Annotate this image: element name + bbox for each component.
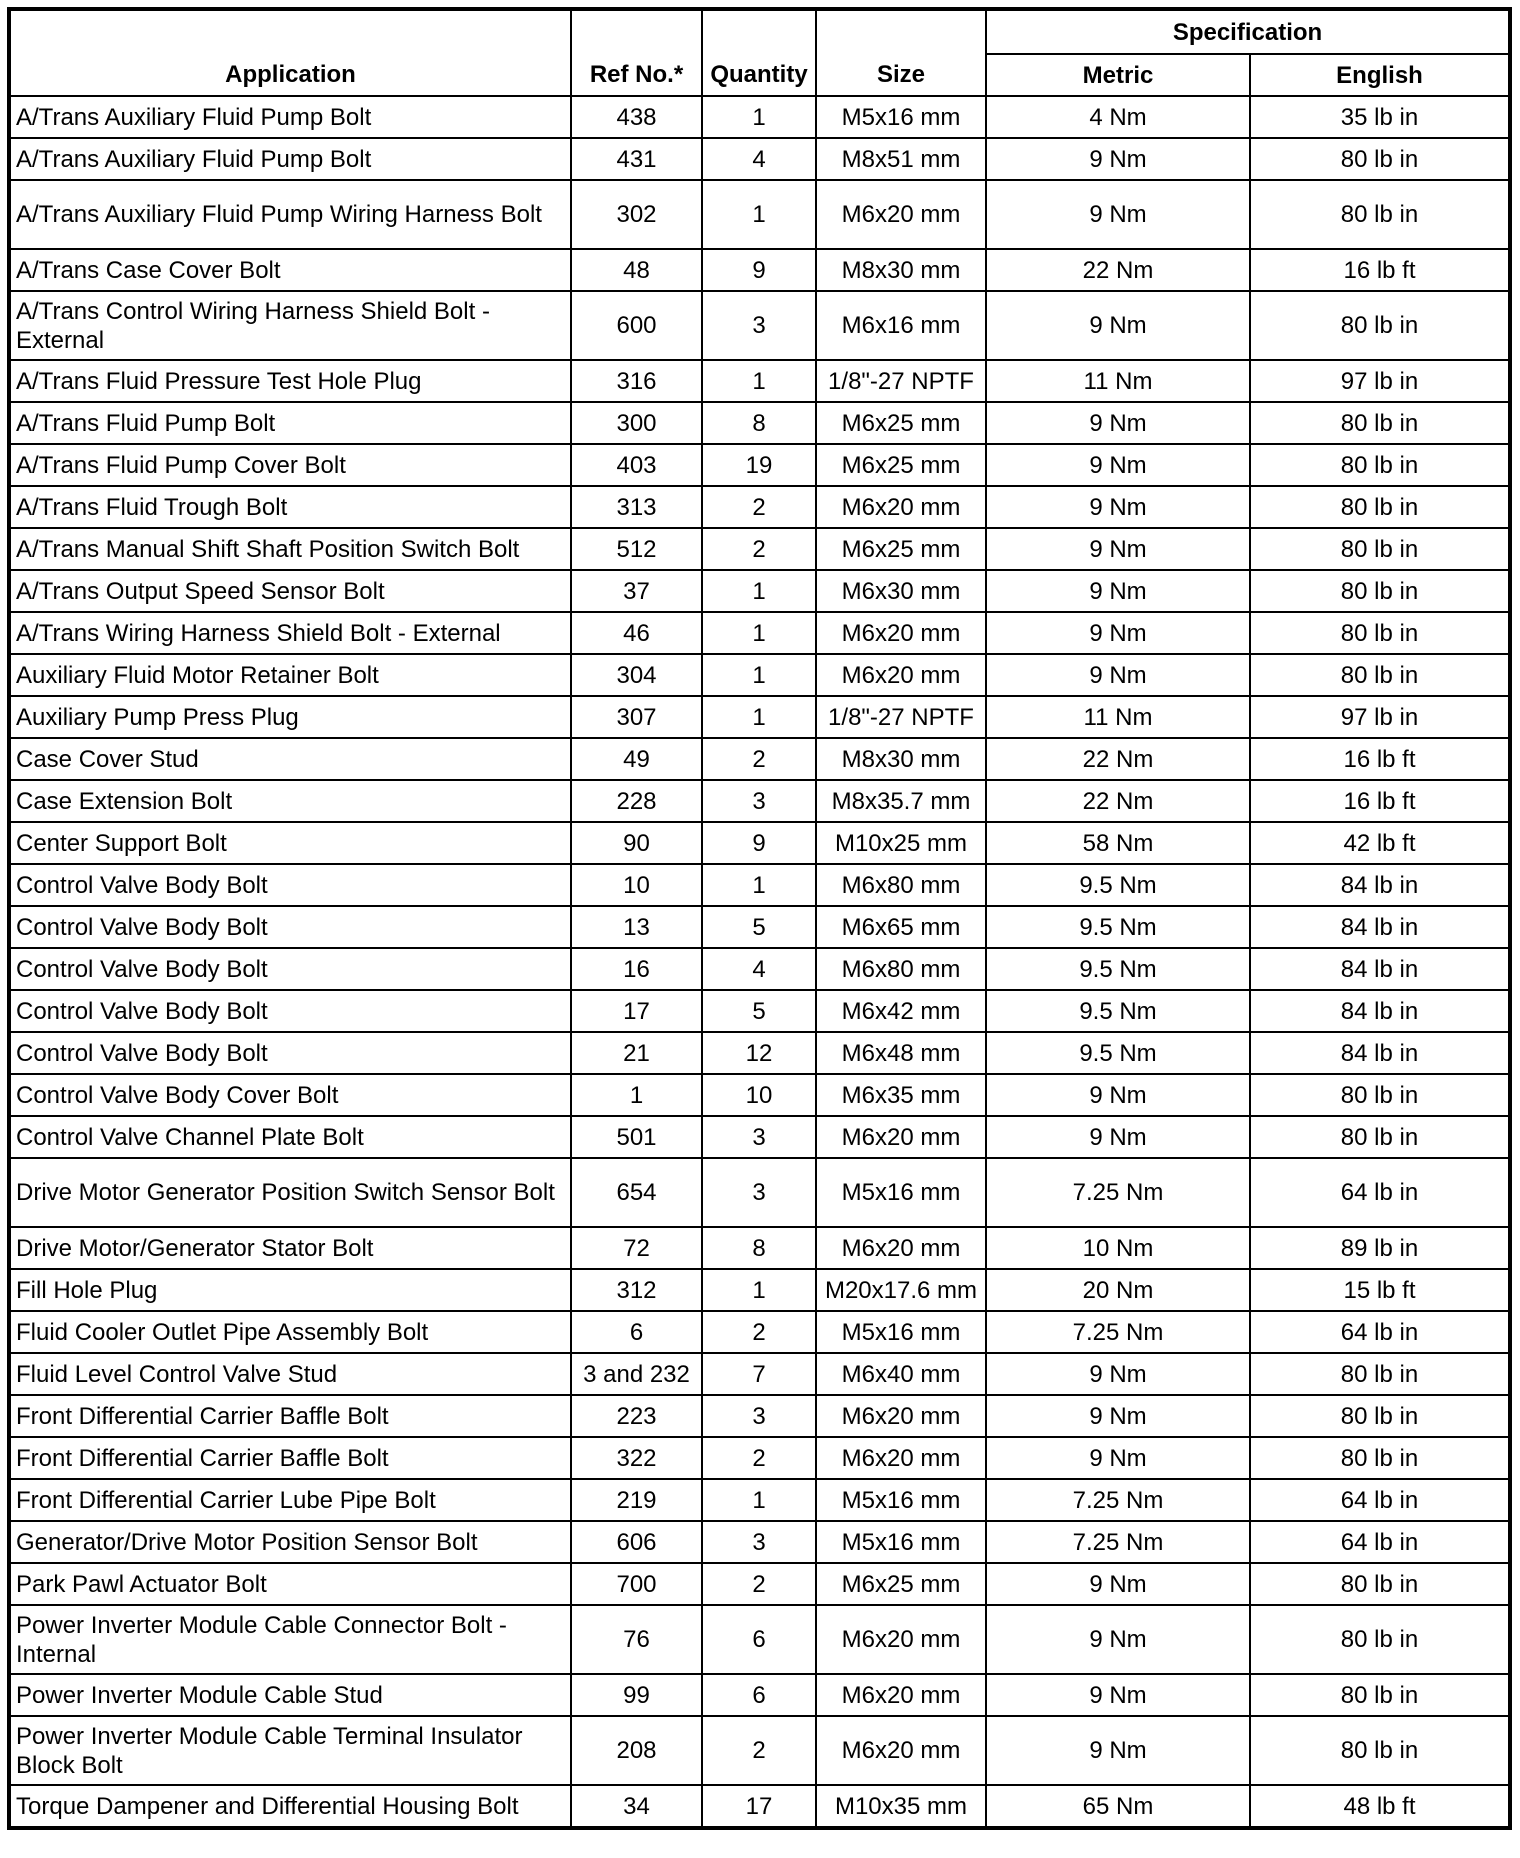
cell-english: 80 lb in bbox=[1250, 1116, 1510, 1158]
cell-english: 80 lb in bbox=[1250, 1563, 1510, 1605]
cell-english: 80 lb in bbox=[1250, 486, 1510, 528]
table-row bbox=[9, 696, 1510, 738]
cell-ref-no: 17 bbox=[571, 990, 702, 1032]
cell-english: 16 lb ft bbox=[1250, 738, 1510, 780]
cell-ref-no: 76 bbox=[571, 1605, 702, 1674]
cell-quantity: 6 bbox=[702, 1674, 816, 1716]
cell-size: M6x20 mm bbox=[816, 1605, 986, 1674]
cell-metric: 9 Nm bbox=[986, 528, 1250, 570]
cell-metric: 9 Nm bbox=[986, 570, 1250, 612]
cell-size: M6x25 mm bbox=[816, 402, 986, 444]
cell-size: M10x35 mm bbox=[816, 1785, 986, 1828]
cell-ref-no: 21 bbox=[571, 1032, 702, 1074]
cell-size: M6x40 mm bbox=[816, 1353, 986, 1395]
cell-quantity: 12 bbox=[702, 1032, 816, 1074]
cell-metric: 58 Nm bbox=[986, 822, 1250, 864]
header-application: Application bbox=[9, 9, 571, 96]
cell-english: 80 lb in bbox=[1250, 180, 1510, 249]
cell-metric: 9 Nm bbox=[986, 1116, 1250, 1158]
cell-metric: 7.25 Nm bbox=[986, 1311, 1250, 1353]
cell-metric: 65 Nm bbox=[986, 1785, 1250, 1828]
cell-ref-no: 1 bbox=[571, 1074, 702, 1116]
cell-english: 64 lb in bbox=[1250, 1158, 1510, 1227]
cell-english: 80 lb in bbox=[1250, 1074, 1510, 1116]
cell-quantity: 3 bbox=[702, 1116, 816, 1158]
header-size: Size bbox=[816, 9, 986, 96]
cell-metric: 11 Nm bbox=[986, 360, 1250, 402]
cell-size: M8x30 mm bbox=[816, 738, 986, 780]
cell-ref-no: 302 bbox=[571, 180, 702, 249]
table-row bbox=[9, 1269, 1510, 1311]
cell-application: Drive Motor/Generator Stator Bolt bbox=[9, 1227, 571, 1269]
cell-quantity: 1 bbox=[702, 696, 816, 738]
cell-application: A/Trans Fluid Trough Bolt bbox=[9, 486, 571, 528]
table-row bbox=[9, 291, 1510, 360]
table-row bbox=[9, 1479, 1510, 1521]
cell-size: M6x20 mm bbox=[816, 654, 986, 696]
table-row bbox=[9, 1227, 1510, 1269]
cell-english: 35 lb in bbox=[1250, 96, 1510, 138]
table-row bbox=[9, 1785, 1510, 1828]
cell-size: M6x25 mm bbox=[816, 528, 986, 570]
cell-quantity: 10 bbox=[702, 1074, 816, 1116]
cell-application: Control Valve Body Bolt bbox=[9, 864, 571, 906]
cell-ref-no: 228 bbox=[571, 780, 702, 822]
cell-size: M20x17.6 mm bbox=[816, 1269, 986, 1311]
cell-size: M5x16 mm bbox=[816, 1158, 986, 1227]
cell-quantity: 3 bbox=[702, 1395, 816, 1437]
cell-ref-no: 512 bbox=[571, 528, 702, 570]
cell-application: Control Valve Body Bolt bbox=[9, 906, 571, 948]
cell-metric: 9 Nm bbox=[986, 1716, 1250, 1785]
cell-size: M6x48 mm bbox=[816, 1032, 986, 1074]
cell-ref-no: 313 bbox=[571, 486, 702, 528]
cell-quantity: 1 bbox=[702, 1479, 816, 1521]
cell-size: M6x25 mm bbox=[816, 444, 986, 486]
cell-metric: 20 Nm bbox=[986, 1269, 1250, 1311]
table-row bbox=[9, 570, 1510, 612]
cell-english: 97 lb in bbox=[1250, 360, 1510, 402]
cell-quantity: 1 bbox=[702, 654, 816, 696]
cell-english: 89 lb in bbox=[1250, 1227, 1510, 1269]
cell-application: Case Cover Stud bbox=[9, 738, 571, 780]
cell-application: Case Extension Bolt bbox=[9, 780, 571, 822]
cell-quantity: 4 bbox=[702, 948, 816, 990]
cell-application: A/Trans Auxiliary Fluid Pump Wiring Harness Bolt bbox=[9, 180, 571, 249]
table-row bbox=[9, 612, 1510, 654]
table-row bbox=[9, 948, 1510, 990]
cell-english: 16 lb ft bbox=[1250, 780, 1510, 822]
cell-metric: 9 Nm bbox=[986, 486, 1250, 528]
cell-application: Control Valve Body Cover Bolt bbox=[9, 1074, 571, 1116]
cell-size: M6x20 mm bbox=[816, 1395, 986, 1437]
cell-size: M5x16 mm bbox=[816, 1479, 986, 1521]
cell-ref-no: 13 bbox=[571, 906, 702, 948]
cell-metric: 9.5 Nm bbox=[986, 906, 1250, 948]
cell-application: Front Differential Carrier Baffle Bolt bbox=[9, 1395, 571, 1437]
cell-ref-no: 6 bbox=[571, 1311, 702, 1353]
header-specification: Specification bbox=[986, 9, 1510, 54]
cell-size: M5x16 mm bbox=[816, 1311, 986, 1353]
cell-english: 64 lb in bbox=[1250, 1521, 1510, 1563]
cell-ref-no: 322 bbox=[571, 1437, 702, 1479]
header-english: English bbox=[1250, 54, 1510, 96]
cell-english: 48 lb ft bbox=[1250, 1785, 1510, 1828]
cell-quantity: 5 bbox=[702, 906, 816, 948]
cell-application: Generator/Drive Motor Position Sensor Bolt bbox=[9, 1521, 571, 1563]
cell-english: 80 lb in bbox=[1250, 570, 1510, 612]
cell-size: 1/8"-27 NPTF bbox=[816, 360, 986, 402]
cell-application: A/Trans Auxiliary Fluid Pump Bolt bbox=[9, 96, 571, 138]
cell-size: M6x20 mm bbox=[816, 486, 986, 528]
cell-size: M6x65 mm bbox=[816, 906, 986, 948]
cell-size: M6x20 mm bbox=[816, 1716, 986, 1785]
cell-ref-no: 600 bbox=[571, 291, 702, 360]
cell-quantity: 2 bbox=[702, 1716, 816, 1785]
table-row bbox=[9, 780, 1510, 822]
cell-size: M6x30 mm bbox=[816, 570, 986, 612]
cell-ref-no: 10 bbox=[571, 864, 702, 906]
cell-ref-no: 700 bbox=[571, 1563, 702, 1605]
table-row bbox=[9, 138, 1510, 180]
header-ref-no: Ref No.* bbox=[571, 9, 702, 96]
cell-size: M6x35 mm bbox=[816, 1074, 986, 1116]
table-row bbox=[9, 1674, 1510, 1716]
table-row bbox=[9, 1032, 1510, 1074]
table-row bbox=[9, 1311, 1510, 1353]
cell-english: 80 lb in bbox=[1250, 1395, 1510, 1437]
cell-metric: 9 Nm bbox=[986, 612, 1250, 654]
cell-quantity: 2 bbox=[702, 528, 816, 570]
cell-size: 1/8"-27 NPTF bbox=[816, 696, 986, 738]
cell-metric: 9 Nm bbox=[986, 1395, 1250, 1437]
cell-metric: 22 Nm bbox=[986, 738, 1250, 780]
cell-english: 84 lb in bbox=[1250, 1032, 1510, 1074]
cell-application: Park Pawl Actuator Bolt bbox=[9, 1563, 571, 1605]
table-row bbox=[9, 1395, 1510, 1437]
cell-english: 80 lb in bbox=[1250, 402, 1510, 444]
cell-application: Fluid Cooler Outlet Pipe Assembly Bolt bbox=[9, 1311, 571, 1353]
cell-metric: 9 Nm bbox=[986, 1074, 1250, 1116]
table-row bbox=[9, 1437, 1510, 1479]
table-row bbox=[9, 1116, 1510, 1158]
cell-size: M6x42 mm bbox=[816, 990, 986, 1032]
cell-english: 80 lb in bbox=[1250, 612, 1510, 654]
cell-size: M6x20 mm bbox=[816, 612, 986, 654]
cell-application: Auxiliary Pump Press Plug bbox=[9, 696, 571, 738]
cell-quantity: 2 bbox=[702, 1311, 816, 1353]
cell-metric: 9 Nm bbox=[986, 1353, 1250, 1395]
cell-metric: 9 Nm bbox=[986, 180, 1250, 249]
cell-metric: 9 Nm bbox=[986, 444, 1250, 486]
table-row bbox=[9, 1716, 1510, 1785]
cell-metric: 7.25 Nm bbox=[986, 1521, 1250, 1563]
cell-quantity: 1 bbox=[702, 1269, 816, 1311]
table-row bbox=[9, 864, 1510, 906]
table-row bbox=[9, 1521, 1510, 1563]
table-row bbox=[9, 360, 1510, 402]
cell-english: 80 lb in bbox=[1250, 528, 1510, 570]
cell-metric: 9 Nm bbox=[986, 291, 1250, 360]
cell-english: 84 lb in bbox=[1250, 864, 1510, 906]
cell-english: 80 lb in bbox=[1250, 1716, 1510, 1785]
cell-application: Control Valve Body Bolt bbox=[9, 1032, 571, 1074]
cell-size: M5x16 mm bbox=[816, 1521, 986, 1563]
cell-application: Torque Dampener and Differential Housing Bolt bbox=[9, 1785, 571, 1828]
cell-size: M10x25 mm bbox=[816, 822, 986, 864]
cell-metric: 9.5 Nm bbox=[986, 948, 1250, 990]
table-row bbox=[9, 1158, 1510, 1227]
cell-application: Fluid Level Control Valve Stud bbox=[9, 1353, 571, 1395]
cell-english: 64 lb in bbox=[1250, 1311, 1510, 1353]
cell-size: M6x80 mm bbox=[816, 948, 986, 990]
cell-ref-no: 34 bbox=[571, 1785, 702, 1828]
cell-application: Drive Motor Generator Position Switch Sensor Bolt bbox=[9, 1158, 571, 1227]
cell-size: M6x20 mm bbox=[816, 1116, 986, 1158]
cell-application: Power Inverter Module Cable Terminal Insulator Block Bolt bbox=[9, 1716, 571, 1785]
header-quantity: Quantity bbox=[702, 9, 816, 96]
cell-application: Auxiliary Fluid Motor Retainer Bolt bbox=[9, 654, 571, 696]
table-row bbox=[9, 822, 1510, 864]
table-row bbox=[9, 654, 1510, 696]
cell-application: A/Trans Fluid Pressure Test Hole Plug bbox=[9, 360, 571, 402]
cell-ref-no: 300 bbox=[571, 402, 702, 444]
cell-quantity: 2 bbox=[702, 738, 816, 780]
cell-quantity: 3 bbox=[702, 780, 816, 822]
cell-ref-no: 316 bbox=[571, 360, 702, 402]
table-row bbox=[9, 1074, 1510, 1116]
cell-ref-no: 654 bbox=[571, 1158, 702, 1227]
cell-metric: 9.5 Nm bbox=[986, 1032, 1250, 1074]
cell-metric: 7.25 Nm bbox=[986, 1158, 1250, 1227]
cell-ref-no: 312 bbox=[571, 1269, 702, 1311]
cell-metric: 9 Nm bbox=[986, 1437, 1250, 1479]
cell-application: Center Support Bolt bbox=[9, 822, 571, 864]
table-row bbox=[9, 402, 1510, 444]
cell-quantity: 9 bbox=[702, 822, 816, 864]
fastener-spec-table bbox=[7, 7, 1512, 1830]
cell-metric: 9 Nm bbox=[986, 654, 1250, 696]
cell-metric: 10 Nm bbox=[986, 1227, 1250, 1269]
cell-ref-no: 46 bbox=[571, 612, 702, 654]
table-row bbox=[9, 1563, 1510, 1605]
table-row bbox=[9, 444, 1510, 486]
table-row bbox=[9, 528, 1510, 570]
table-header bbox=[9, 9, 1510, 96]
cell-quantity: 6 bbox=[702, 1605, 816, 1674]
cell-application: Power Inverter Module Cable Stud bbox=[9, 1674, 571, 1716]
cell-ref-no: 307 bbox=[571, 696, 702, 738]
cell-ref-no: 3 and 232 bbox=[571, 1353, 702, 1395]
cell-application: A/Trans Auxiliary Fluid Pump Bolt bbox=[9, 138, 571, 180]
cell-english: 84 lb in bbox=[1250, 990, 1510, 1032]
cell-quantity: 17 bbox=[702, 1785, 816, 1828]
cell-quantity: 8 bbox=[702, 402, 816, 444]
cell-application: Front Differential Carrier Baffle Bolt bbox=[9, 1437, 571, 1479]
cell-metric: 9 Nm bbox=[986, 1563, 1250, 1605]
cell-quantity: 1 bbox=[702, 864, 816, 906]
cell-metric: 22 Nm bbox=[986, 780, 1250, 822]
table-row bbox=[9, 249, 1510, 291]
cell-quantity: 3 bbox=[702, 1158, 816, 1227]
table-row bbox=[9, 1353, 1510, 1395]
cell-quantity: 5 bbox=[702, 990, 816, 1032]
cell-size: M6x16 mm bbox=[816, 291, 986, 360]
cell-ref-no: 16 bbox=[571, 948, 702, 990]
cell-application: Power Inverter Module Cable Connector Bolt - Internal bbox=[9, 1605, 571, 1674]
cell-quantity: 7 bbox=[702, 1353, 816, 1395]
cell-size: M6x25 mm bbox=[816, 1563, 986, 1605]
cell-english: 80 lb in bbox=[1250, 138, 1510, 180]
cell-application: A/Trans Control Wiring Harness Shield Bolt - External bbox=[9, 291, 571, 360]
cell-english: 80 lb in bbox=[1250, 444, 1510, 486]
cell-size: M6x20 mm bbox=[816, 1674, 986, 1716]
cell-ref-no: 99 bbox=[571, 1674, 702, 1716]
cell-application: A/Trans Fluid Pump Bolt bbox=[9, 402, 571, 444]
cell-application: Control Valve Channel Plate Bolt bbox=[9, 1116, 571, 1158]
cell-quantity: 1 bbox=[702, 180, 816, 249]
cell-english: 84 lb in bbox=[1250, 948, 1510, 990]
cell-ref-no: 501 bbox=[571, 1116, 702, 1158]
cell-size: M6x20 mm bbox=[816, 1437, 986, 1479]
cell-quantity: 2 bbox=[702, 486, 816, 528]
cell-quantity: 19 bbox=[702, 444, 816, 486]
cell-english: 15 lb ft bbox=[1250, 1269, 1510, 1311]
header-metric: Metric bbox=[986, 54, 1250, 96]
cell-metric: 9 Nm bbox=[986, 1674, 1250, 1716]
cell-application: A/Trans Wiring Harness Shield Bolt - External bbox=[9, 612, 571, 654]
cell-application: Front Differential Carrier Lube Pipe Bolt bbox=[9, 1479, 571, 1521]
cell-ref-no: 48 bbox=[571, 249, 702, 291]
cell-metric: 9.5 Nm bbox=[986, 990, 1250, 1032]
cell-application: A/Trans Fluid Pump Cover Bolt bbox=[9, 444, 571, 486]
cell-metric: 9.5 Nm bbox=[986, 864, 1250, 906]
cell-size: M8x35.7 mm bbox=[816, 780, 986, 822]
cell-metric: 9 Nm bbox=[986, 1605, 1250, 1674]
cell-metric: 22 Nm bbox=[986, 249, 1250, 291]
cell-quantity: 1 bbox=[702, 612, 816, 654]
cell-size: M6x20 mm bbox=[816, 1227, 986, 1269]
cell-ref-no: 438 bbox=[571, 96, 702, 138]
cell-size: M8x51 mm bbox=[816, 138, 986, 180]
cell-metric: 4 Nm bbox=[986, 96, 1250, 138]
cell-ref-no: 72 bbox=[571, 1227, 702, 1269]
cell-quantity: 8 bbox=[702, 1227, 816, 1269]
cell-application: A/Trans Output Speed Sensor Bolt bbox=[9, 570, 571, 612]
cell-quantity: 3 bbox=[702, 1521, 816, 1563]
cell-english: 80 lb in bbox=[1250, 1605, 1510, 1674]
cell-quantity: 3 bbox=[702, 291, 816, 360]
cell-english: 97 lb in bbox=[1250, 696, 1510, 738]
cell-size: M6x80 mm bbox=[816, 864, 986, 906]
cell-ref-no: 219 bbox=[571, 1479, 702, 1521]
cell-ref-no: 37 bbox=[571, 570, 702, 612]
cell-metric: 11 Nm bbox=[986, 696, 1250, 738]
cell-ref-no: 223 bbox=[571, 1395, 702, 1437]
table-row bbox=[9, 180, 1510, 249]
table-row bbox=[9, 96, 1510, 138]
table-row bbox=[9, 990, 1510, 1032]
cell-metric: 7.25 Nm bbox=[986, 1479, 1250, 1521]
cell-quantity: 2 bbox=[702, 1437, 816, 1479]
cell-english: 42 lb ft bbox=[1250, 822, 1510, 864]
cell-size: M6x20 mm bbox=[816, 180, 986, 249]
cell-ref-no: 304 bbox=[571, 654, 702, 696]
cell-quantity: 9 bbox=[702, 249, 816, 291]
cell-ref-no: 49 bbox=[571, 738, 702, 780]
cell-english: 80 lb in bbox=[1250, 1353, 1510, 1395]
cell-english: 84 lb in bbox=[1250, 906, 1510, 948]
cell-quantity: 1 bbox=[702, 570, 816, 612]
table-row bbox=[9, 906, 1510, 948]
spec-table-container bbox=[7, 7, 1512, 1830]
cell-application: Control Valve Body Bolt bbox=[9, 948, 571, 990]
table-row bbox=[9, 486, 1510, 528]
cell-english: 80 lb in bbox=[1250, 654, 1510, 696]
cell-ref-no: 606 bbox=[571, 1521, 702, 1563]
cell-ref-no: 90 bbox=[571, 822, 702, 864]
cell-quantity: 2 bbox=[702, 1563, 816, 1605]
cell-size: M8x30 mm bbox=[816, 249, 986, 291]
cell-size: M5x16 mm bbox=[816, 96, 986, 138]
cell-quantity: 1 bbox=[702, 360, 816, 402]
cell-ref-no: 208 bbox=[571, 1716, 702, 1785]
cell-application: Control Valve Body Bolt bbox=[9, 990, 571, 1032]
table-body bbox=[9, 96, 1510, 1828]
cell-quantity: 4 bbox=[702, 138, 816, 180]
cell-metric: 9 Nm bbox=[986, 138, 1250, 180]
cell-metric: 9 Nm bbox=[986, 402, 1250, 444]
cell-english: 80 lb in bbox=[1250, 1674, 1510, 1716]
cell-application: A/Trans Manual Shift Shaft Position Switch Bolt bbox=[9, 528, 571, 570]
cell-quantity: 1 bbox=[702, 96, 816, 138]
cell-ref-no: 403 bbox=[571, 444, 702, 486]
cell-english: 16 lb ft bbox=[1250, 249, 1510, 291]
cell-application: Fill Hole Plug bbox=[9, 1269, 571, 1311]
cell-ref-no: 431 bbox=[571, 138, 702, 180]
cell-english: 80 lb in bbox=[1250, 291, 1510, 360]
cell-application: A/Trans Case Cover Bolt bbox=[9, 249, 571, 291]
cell-english: 80 lb in bbox=[1250, 1437, 1510, 1479]
table-row bbox=[9, 738, 1510, 780]
table-row bbox=[9, 1605, 1510, 1674]
cell-english: 64 lb in bbox=[1250, 1479, 1510, 1521]
